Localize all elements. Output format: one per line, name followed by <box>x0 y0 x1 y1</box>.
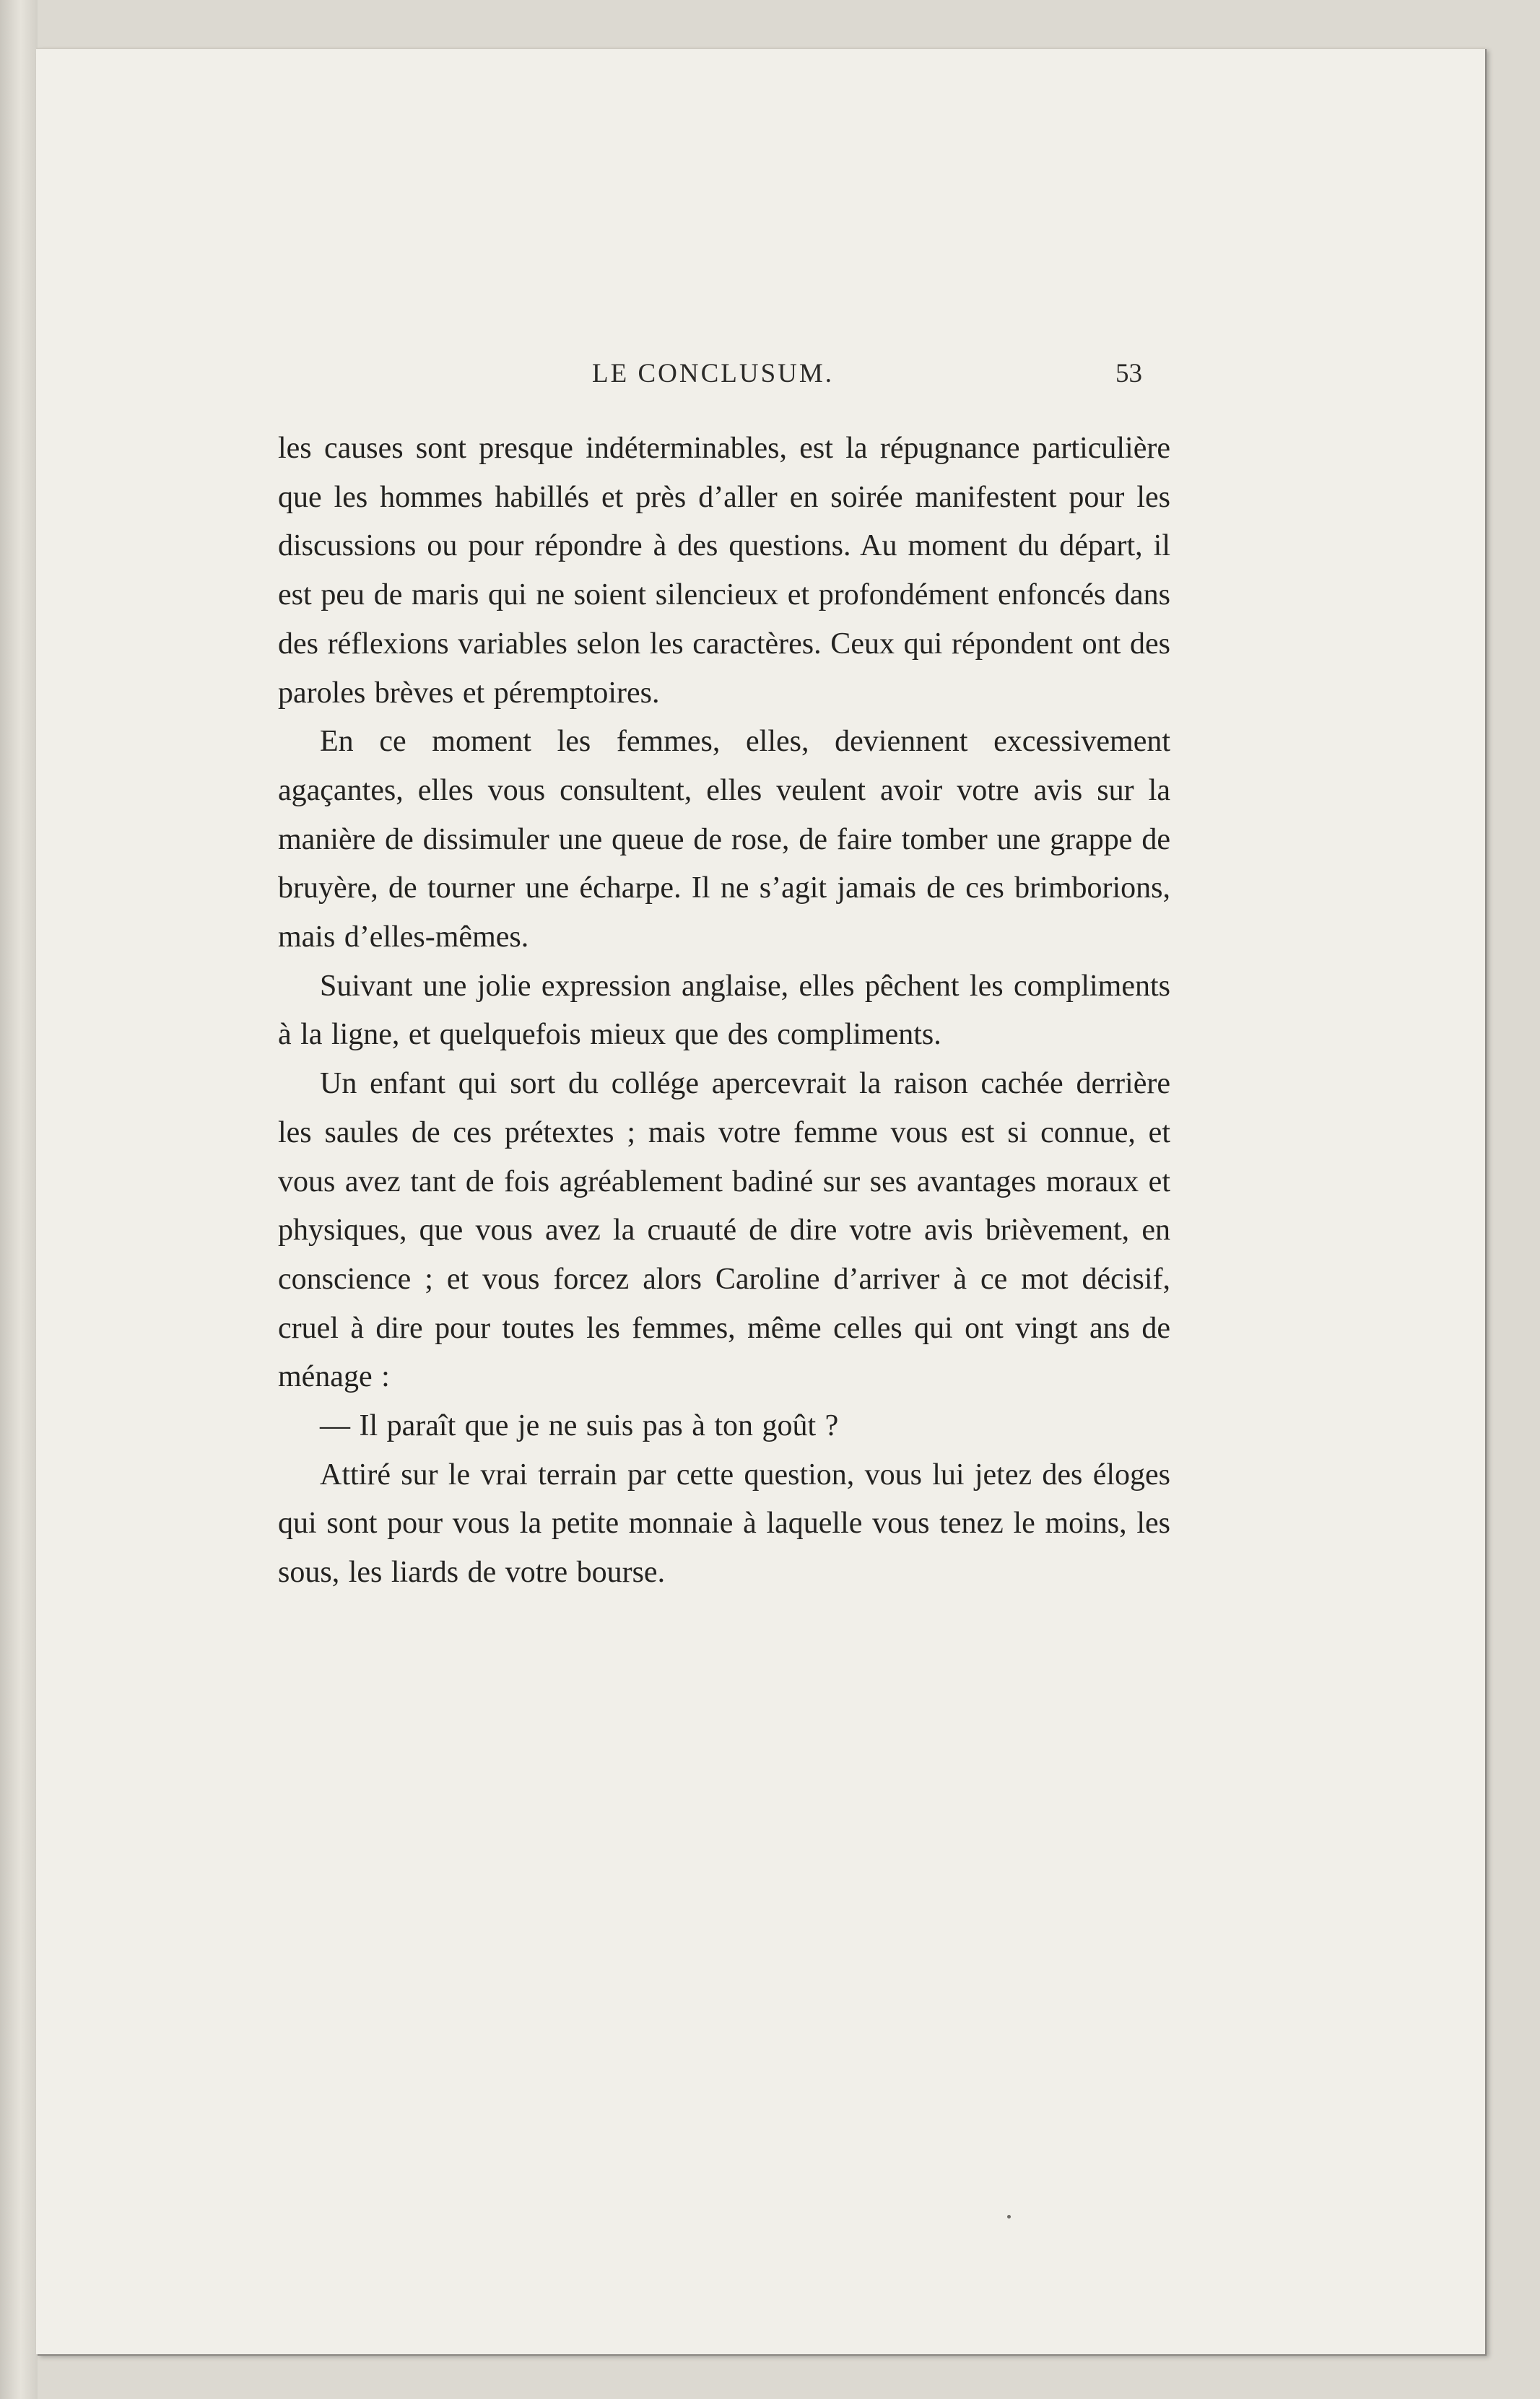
paragraph: En ce moment les femmes, elles, deviennent excessivement agaçantes, elles vous consultent, elles veulent avoir votre avis sur la manière de dissimuler une queue de rose, de faire tomber une grappe de bruyère, de tourner une écharpe. Il ne s’agit jamais de ces brimborions, mais d’elles-mêmes. <box>278 725 1170 954</box>
running-head <box>36 358 1485 401</box>
paper-speck <box>1007 2215 1011 2219</box>
dialogue-line: — Il paraît que je ne suis pas à ton goût ? <box>320 1409 839 1443</box>
paragraph: Attiré sur le vrai terrain par cette question, vous lui jetez des éloges qui sont pour vous la petite monnaie à laquelle vous tenez le moins, les sous, les liards de votre bourse. <box>278 1458 1170 1590</box>
page-sheet <box>36 48 1485 2354</box>
paragraph-continued: les causes sont presque indéterminables, est la répugnance particulière que les hommes habillés et près d’aller en soirée manifestent pour les discussions ou pour répondre à des questions. Au moment du départ, il est peu de maris qui ne soient silencieux et profondément enfoncés dans des réflexions variables selon les caractères. Ceux qui répondent ont des paroles brèves et péremptoires. <box>278 432 1170 710</box>
paragraph: Un enfant qui sort du collége apercevrait la raison cachée derrière les saules de ces prétextes ; mais votre femme vous est si connue, et vous avez tant de fois agréablement badiné sur ses avantages moraux et physiques, que vous avez la cruauté de dire votre avis brièvement, en conscience ; et vous forcez alors Caroline d’arriver à ce mot décisif, cruel à dire pour toutes les femmes, même celles qui ont vingt ans de ménage : <box>278 1067 1170 1394</box>
page-number: 53 <box>1115 359 1142 388</box>
paragraph: Suivant une jolie expression anglaise, elles pêchent les compliments à la ligne, et quelquefois mieux que des compliments. <box>278 969 1170 1052</box>
body-text <box>278 424 1170 1598</box>
running-title: LE CONCLUSUM. <box>592 359 835 388</box>
facing-page-edge <box>0 0 38 2399</box>
